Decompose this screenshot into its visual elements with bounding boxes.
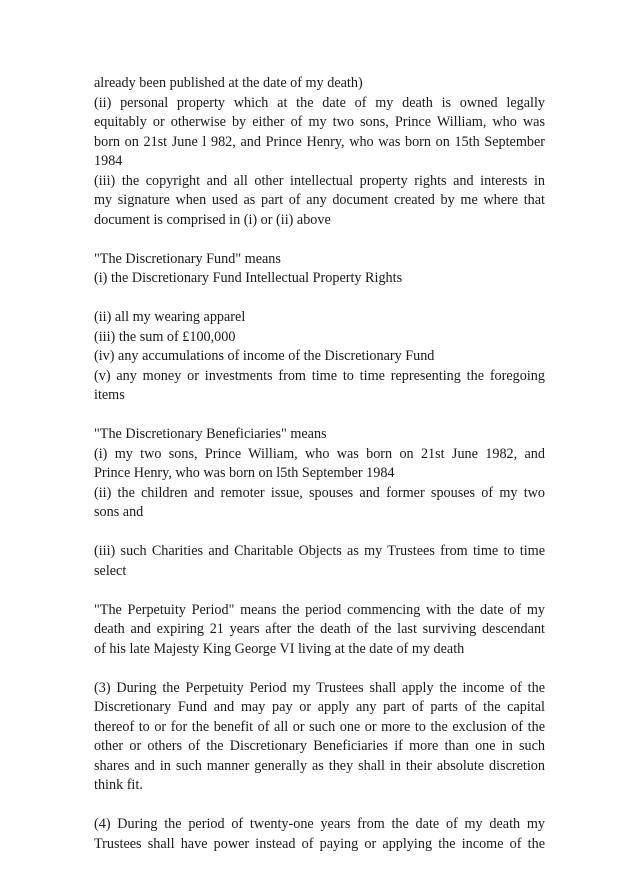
document-text-line: items: [94, 387, 125, 403]
document-text-line: other or others of the Discretionary Beneficiaries if more than one in such: [94, 738, 545, 754]
document-text-line: equitably or otherwise by either of my two sons, Prince William, who was: [94, 114, 545, 130]
document-paragraph: [94, 679, 545, 796]
document-paragraph: [94, 74, 545, 230]
document-text-line: (ii) personal property which at the date of my death is owned legally: [94, 94, 545, 111]
document-paragraph: [94, 425, 545, 523]
document-paragraph: [94, 815, 545, 854]
document-text-line: (ii) all my wearing apparel: [94, 309, 246, 325]
document-text-line: (iii) the sum of £100,000: [94, 328, 236, 345]
document-text-line: born on 21st June l 982, and Prince Henry, who was born on 15th September: [94, 133, 545, 150]
document-text-line: Discretionary Fund and may pay or apply any part of parts of the capital: [94, 699, 545, 715]
document-text-line: "The Perpetuity Period" means the period commencing with the date of my: [94, 601, 545, 618]
document-text-line: think fit.: [94, 777, 143, 793]
document-text-line: (4) During the period of twenty-one years from the date of my death my: [94, 816, 545, 832]
document-text-line: (iv) any accumulations of income of the Discretionary Fund: [94, 348, 435, 364]
document-paragraph: [94, 601, 545, 660]
document-text-line: (v) any money or investments from time to time representing the foregoing: [94, 367, 545, 384]
document-text-line: sons and: [94, 504, 144, 520]
document-text-line: shares and in such manner generally as they shall in their absolute discretion: [94, 757, 545, 774]
document-text-line: thereof to or for the benefit of all or such one or more to the exclusion of the: [94, 718, 545, 735]
document-text-line: of his late Majesty King George VI living at the date of my death: [94, 640, 465, 657]
document-text-line: "The Discretionary Fund" means: [94, 250, 281, 267]
document-text-line: 1984: [94, 153, 123, 169]
document-text-line: "The Discretionary Beneficiaries" means: [94, 426, 327, 442]
document-text-line: (ii) the children and remoter issue, spouses and former spouses of my two: [94, 484, 545, 501]
document-body: [94, 74, 545, 874]
document-text-line: Trustees shall have power instead of paying or applying the income of the: [94, 835, 545, 852]
document-text-line: Prince Henry, who was born on l5th September 1984: [94, 465, 395, 481]
document-paragraph: [94, 542, 545, 581]
document-text-line: document is comprised in (i) or (ii) above: [94, 211, 331, 228]
document-text-line: (iii) the copyright and all other intellectual property rights and interests in: [94, 172, 545, 189]
document-text-line: (i) the Discretionary Fund Intellectual Property Rights: [94, 270, 403, 286]
document-text-line: (iii) such Charities and Charitable Objects as my Trustees from time to time: [94, 543, 545, 559]
document-text-line: already been published at the date of my death): [94, 75, 363, 91]
document-paragraph: [94, 308, 545, 406]
document-text-line: (i) my two sons, Prince William, who was born on 21st June 1982, and: [94, 445, 545, 462]
document-text-line: select: [94, 562, 127, 579]
document-text-line: my signature when used as part of any document created by me where that: [94, 192, 545, 208]
document-text-line: (3) During the Perpetuity Period my Trustees shall apply the income of the: [94, 679, 545, 696]
document-paragraph: [94, 250, 545, 289]
document-text-line: death and expiring 21 years after the death of the last surviving descendant: [94, 621, 545, 637]
